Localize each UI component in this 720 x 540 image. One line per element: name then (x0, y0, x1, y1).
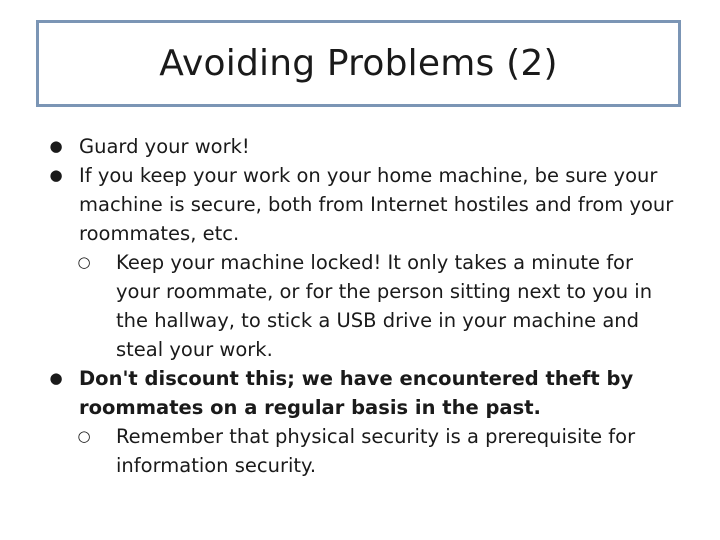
bullet-circle-icon: ○ (77, 427, 91, 445)
bullet-dot-icon: ● (49, 137, 63, 155)
slide-body (0, 132, 720, 480)
title-box (36, 20, 681, 107)
bullet-text: Don't discount this; we have encountered theft by roommates on a regular basis in the past. (79, 367, 634, 419)
sub-bullet-text: Remember that physical security is a prerequisite for information security. (116, 425, 636, 477)
sub-bullet-item (77, 248, 676, 364)
slide-title: Avoiding Problems (2) (159, 43, 558, 84)
bullet-item (49, 132, 689, 161)
bullet-dot-icon: ● (49, 166, 63, 184)
sub-bullet-item (77, 422, 676, 480)
bullet-circle-icon: ○ (77, 253, 91, 271)
bullet-text: If you keep your work on your home machine, be sure your machine is secure, both from Internet hostiles and from your roommates, etc. (79, 164, 674, 245)
sub-bullet-text: Keep your machine locked! It only takes a minute for your roommate, or for the person sitting next to you in the hallway, to stick a USB drive in your machine and steal your work. (116, 251, 653, 361)
bullet-text: Guard your work! (79, 135, 250, 158)
bullet-item-emphasis (49, 364, 689, 422)
bullet-item (49, 161, 689, 248)
bullet-dot-icon: ● (49, 369, 63, 387)
